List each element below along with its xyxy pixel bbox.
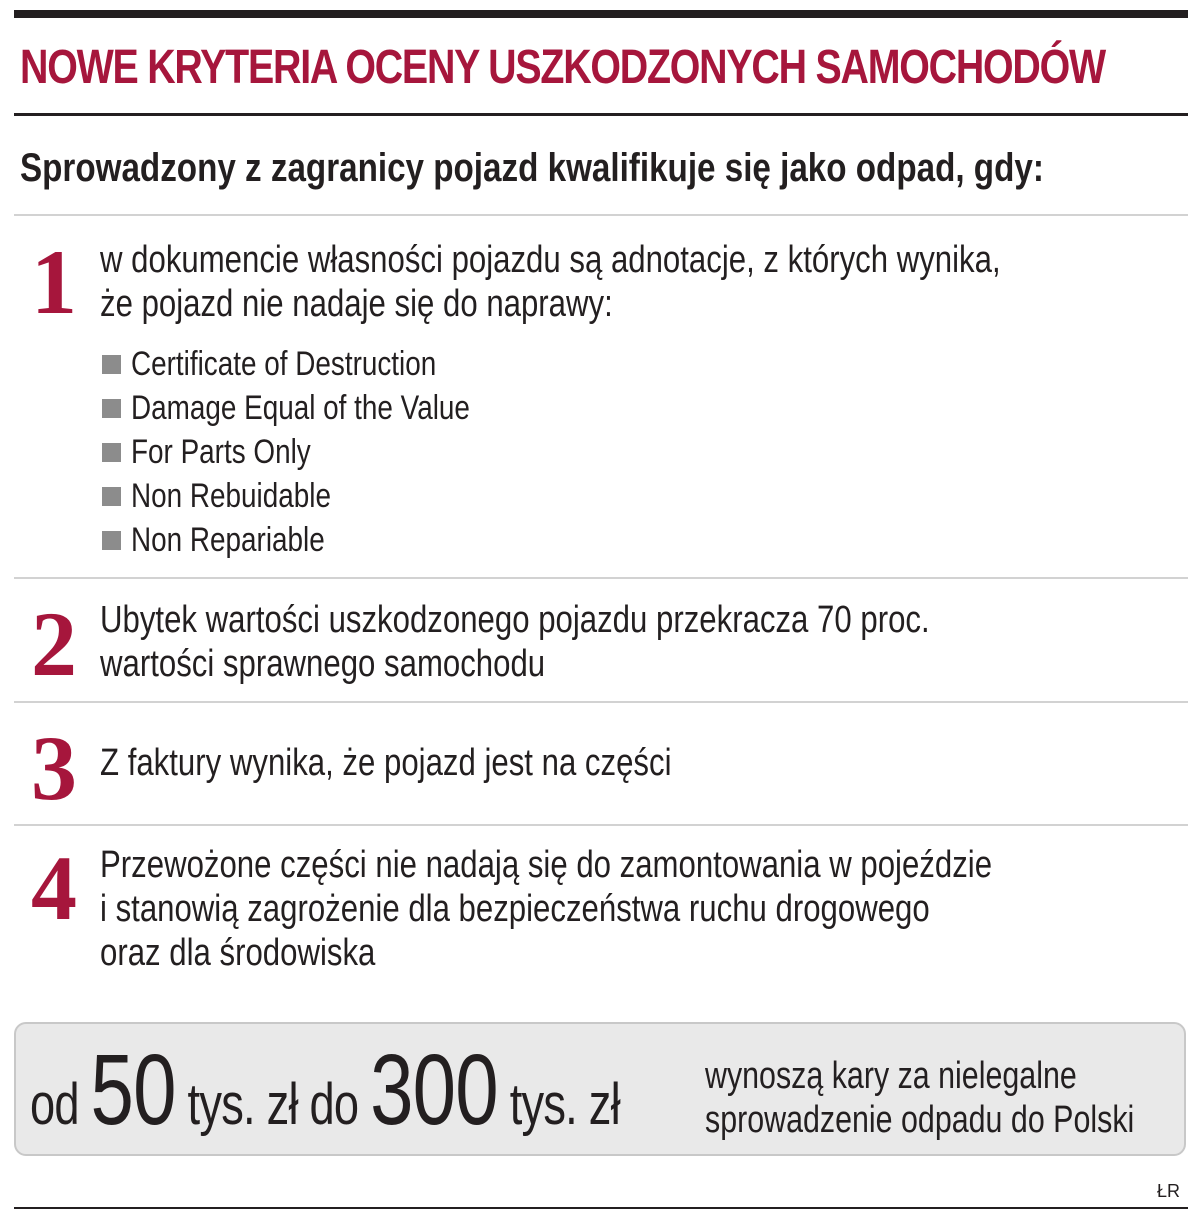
list-item: Non Repariable	[102, 518, 544, 562]
square-bullet-icon	[102, 531, 121, 550]
top-rule	[14, 10, 1188, 18]
criterion-number: 1	[31, 231, 77, 333]
fine-unit: tys. zł	[187, 1072, 298, 1137]
criterion-line: że pojazd nie nadaje się do naprawy:	[100, 283, 613, 325]
square-bullet-icon	[102, 487, 121, 506]
criterion-line: Przewożone części nie nadają się do zamontowania w pojeździe	[100, 844, 993, 886]
criterion-number: 4	[31, 837, 77, 939]
criterion-text	[100, 741, 672, 785]
page-title: NOWE KRYTERIA OCENY USZKODZONYCH SAMOCHODÓW	[20, 41, 1105, 94]
criterion-line: w dokumencie własności pojazdu są adnotacje, z których wynika,	[100, 239, 1001, 281]
list-item: Non Rebuidable	[102, 474, 544, 518]
title-divider	[14, 113, 1188, 116]
criterion-text	[100, 598, 930, 686]
fine-max: 300	[370, 1034, 498, 1146]
fine-mid: do	[309, 1072, 359, 1137]
divider	[14, 701, 1188, 703]
fine-min: 50	[90, 1034, 176, 1146]
list-item: Damage Equal of the Value	[102, 386, 544, 430]
divider	[14, 824, 1188, 826]
square-bullet-icon	[102, 399, 121, 418]
fine-amount	[30, 1034, 620, 1155]
bottom-rule	[14, 1207, 1188, 1209]
criterion-number: 3	[31, 717, 77, 819]
fine-unit: tys. zł	[509, 1072, 620, 1137]
list-item: For Parts Only	[102, 430, 544, 474]
list-item: Certificate of Destruction	[102, 342, 544, 386]
fine-description: wynoszą kary za nielegalne sprowadzenie odpadu do Polski	[705, 1055, 1135, 1141]
criterion-line: Ubytek wartości uszkodzonego pojazdu przekracza 70 proc.	[100, 599, 930, 641]
criterion-line: Z faktury wynika, że pojazd jest na części	[100, 742, 672, 784]
criterion-line: wartości sprawnego samochodu	[100, 643, 546, 685]
fine-prefix: od	[30, 1072, 79, 1137]
source-credit: ŁR	[1156, 1181, 1180, 1201]
criterion-text	[100, 843, 992, 975]
divider	[14, 214, 1188, 216]
square-bullet-icon	[102, 355, 121, 374]
annotation-list	[102, 342, 544, 562]
subtitle: Sprowadzony z zagranicy pojazd kwalifikuje się jako odpad, gdy:	[20, 146, 1044, 190]
criterion-line: oraz dla środowiska	[100, 932, 376, 974]
criterion-line: i stanowią zagrożenie dla bezpieczeństwa ruchu drogowego	[100, 888, 930, 930]
square-bullet-icon	[102, 443, 121, 462]
criterion-text	[100, 238, 1001, 326]
divider	[14, 577, 1188, 579]
criterion-number: 2	[31, 593, 77, 695]
